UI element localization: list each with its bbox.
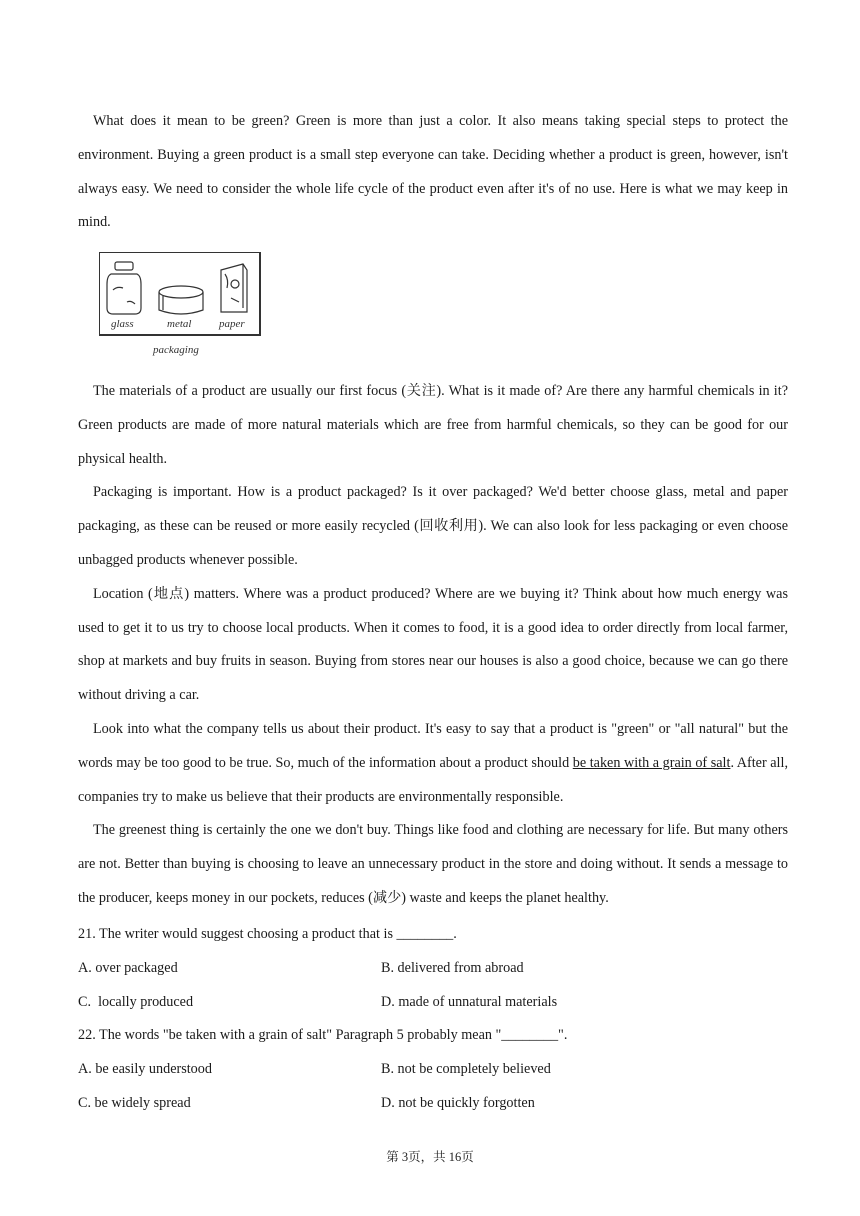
paper-bag-icon bbox=[221, 264, 247, 312]
question-section bbox=[78, 918, 788, 1121]
question-22-options-row-2 bbox=[78, 1087, 788, 1121]
underlined-phrase: be taken with a grain of salt bbox=[572, 754, 731, 771]
question-22-options-row-1 bbox=[78, 1053, 788, 1087]
figure-label-glass: glass bbox=[111, 318, 134, 330]
paragraph-5 bbox=[78, 713, 788, 814]
question-21-option-d: D. made of unnatural materials bbox=[381, 993, 558, 1010]
paragraph-5-start: Look into what the company tells us about their product. It's easy to say that a product is "green" or "all natural" but the words may be too good to be true. So, much of the information about a product should bbox=[78, 720, 788, 771]
question-21-option-b: B. delivered from abroad bbox=[381, 959, 524, 976]
paragraph-1: What does it mean to be green? Green is more than just a color. It also means taking special steps to protect the environment. Buying a green product is a small step everyone can take. Deciding whether a product is green, however, isn't always easy. We need to consider the whole life cycle of the product even after it's of no use. Here is what we may keep in mind. bbox=[78, 113, 788, 231]
question-22-option-c: C. be widely spread bbox=[78, 1094, 191, 1111]
question-22-option-b: B. not be completely believed bbox=[381, 1061, 551, 1078]
question-21-options-row-2 bbox=[78, 986, 788, 1020]
question-22-option-a: A. be easily understood bbox=[78, 1061, 212, 1078]
paragraph-3: Packaging is important. How is a product packaged? Is it over packaged? We'd better choose glass, metal and paper packaging, as these can be reused or more easily recycled (回收利用). We can also look for less packaging or even choose unbagged products whenever possible. bbox=[78, 484, 788, 568]
paragraph-5-end: . After all, companies try to make us believe that their products are environmentally responsible. bbox=[78, 754, 788, 805]
paragraph-2: The materials of a product are usually our first focus (关注). What is it made of? Are there any harmful chemicals in it? Green products are made of more natural materials which are free from harmful chemicals, so they can be good for our physical health. bbox=[78, 383, 788, 467]
question-21-options-row-1 bbox=[78, 952, 788, 986]
question-21-option-a: A. over packaged bbox=[78, 959, 178, 976]
paragraph-4: Location (地点) matters. Where was a product produced? Where are we buying it? Think about how much energy was used to get it to us try to choose local products. When it comes to food, it is a good idea to order directly from local farmer, shop at markets and buy fruits in season. Buying from stores near our houses is also a good choice, because we can go there without driving a car. bbox=[78, 585, 788, 704]
page-number-footer: 第 3页，共 16页 bbox=[386, 1150, 474, 1164]
paragraph-6: The greenest thing is certainly the one we don't buy. Things like food and clothing are necessary for life. But many others are not. Better than buying is choosing to leave an unnecessary product in the store and doing without. It sends a message to the producer, keeps money in our pockets, reduces (减少) waste and keeps the planet healthy. bbox=[78, 822, 788, 906]
figure-caption: packaging bbox=[153, 344, 199, 356]
question-21-stem: 21. The writer would suggest choosing a product that is ________. bbox=[78, 926, 457, 942]
question-22-option-d: D. not be quickly forgotten bbox=[381, 1094, 535, 1111]
passage-body bbox=[78, 375, 788, 916]
glass-jar-icon bbox=[107, 262, 141, 314]
question-22-stem: 22. The words "be taken with a grain of salt" Paragraph 5 probably mean "________". bbox=[78, 1027, 568, 1044]
packaging-figure bbox=[97, 250, 265, 362]
figure-label-paper: paper bbox=[219, 318, 245, 330]
figure-label-metal: metal bbox=[167, 318, 192, 330]
passage-intro bbox=[78, 105, 788, 240]
question-21-option-c: C. locally produced bbox=[78, 993, 194, 1010]
metal-tin-icon bbox=[159, 286, 203, 314]
